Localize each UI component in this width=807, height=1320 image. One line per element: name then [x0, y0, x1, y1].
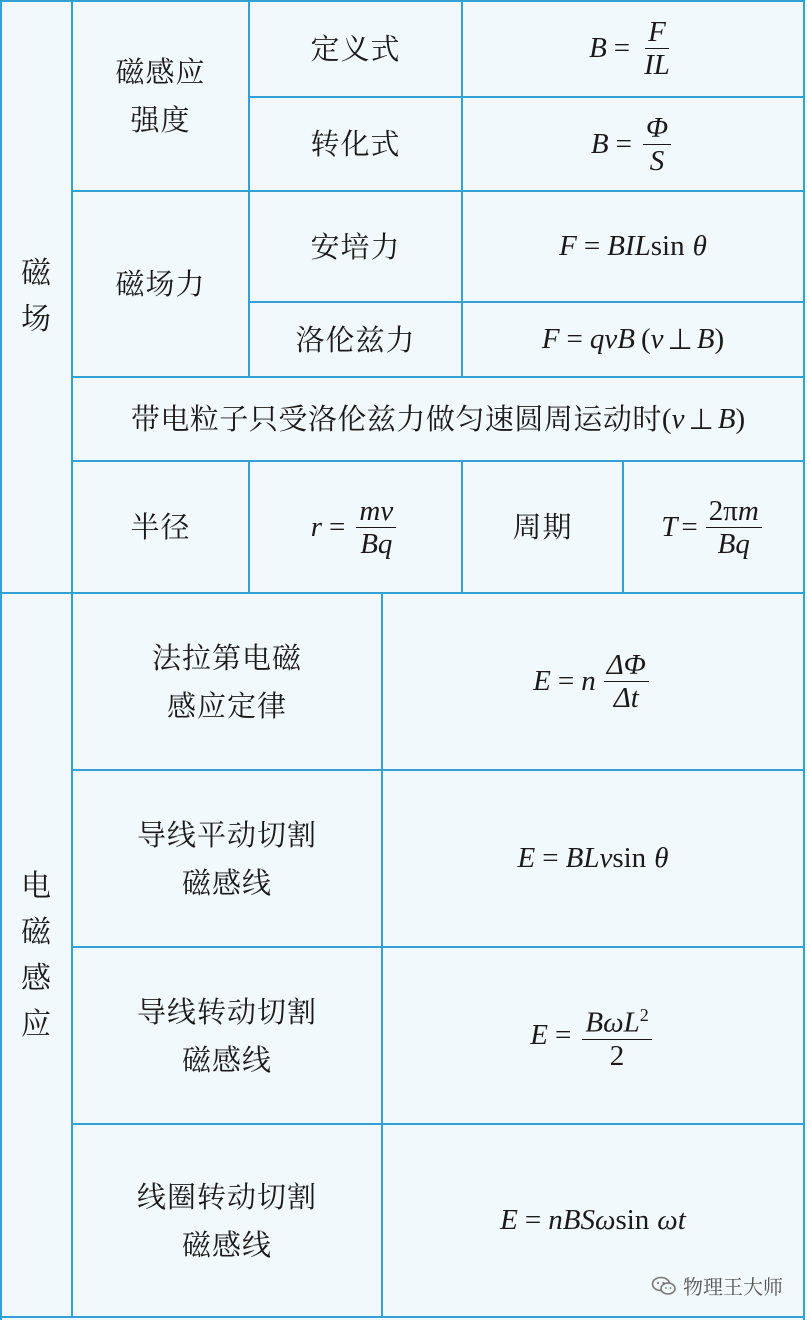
numerator-base: BωL — [585, 1006, 640, 1039]
label-line: 导线平动切割 — [136, 817, 317, 852]
formula-op: = — [524, 1204, 542, 1236]
period-formula: T = $\frac{2\pi m}{Bq}$ — [623, 461, 804, 593]
coil-rotation-label — [72, 1124, 382, 1317]
label-line: 感应定律 — [166, 688, 287, 723]
watermark — [651, 1271, 783, 1300]
fraction — [706, 495, 762, 560]
denominator: Bq — [717, 527, 750, 560]
formula-var: v — [671, 402, 685, 435]
formula-func: sin — [615, 1204, 650, 1236]
section-char: 应 — [21, 1006, 51, 1042]
numerator — [582, 999, 651, 1040]
formula-var: qvB — [589, 323, 635, 355]
watermark-text: 物理王大师 — [683, 1275, 783, 1299]
formula-var: T — [661, 510, 678, 543]
formula-op: ⊥ — [688, 403, 714, 436]
formula-var: F — [559, 230, 577, 262]
formula-paren: ( — [661, 402, 672, 435]
definition-formula: B = $\frac{F}{IL}$ — [462, 0, 804, 97]
faraday-law-formula: E = n $\frac{\Delta\Phi}{\Delta t}$ — [382, 593, 804, 770]
wire-translation-formula — [382, 770, 804, 947]
numerator — [706, 495, 762, 528]
fraction — [604, 649, 649, 714]
section-label-em-induction — [0, 593, 72, 1318]
numerator-exponent: 2 — [639, 1005, 649, 1026]
conversion-label: 转化式 — [310, 127, 401, 161]
formula-var: E — [530, 1019, 549, 1051]
label-line: 磁感线 — [181, 1227, 272, 1262]
ampere-force-formula — [462, 191, 804, 302]
magnetic-force-label: 磁场力 — [115, 267, 206, 301]
formula-var: v — [650, 323, 664, 355]
wechat-icon — [651, 1276, 677, 1296]
formula-var: E — [517, 842, 536, 874]
formula-var: θ — [692, 230, 707, 262]
section-char: 场 — [21, 301, 51, 337]
lorentz-force-label: 洛伦兹力 — [295, 322, 416, 357]
fraction — [356, 495, 396, 560]
denominator: Bq — [360, 527, 393, 560]
formula-op: = — [566, 323, 583, 355]
formula-var: r — [310, 510, 323, 543]
radius-label: 半径 — [130, 510, 191, 544]
fraction — [643, 112, 671, 177]
formula-op: ⊥ — [667, 324, 693, 356]
denominator: S — [649, 144, 665, 177]
wire-rotation-label — [72, 947, 382, 1124]
numerator: ΔΦ — [604, 649, 649, 682]
formula-var: B — [696, 323, 715, 355]
formula-var: BLv — [565, 842, 613, 874]
denominator: 2 — [609, 1039, 625, 1072]
denominator: Δt — [613, 682, 639, 714]
section-char: 电 — [21, 868, 51, 904]
formula-var: nBSω — [548, 1204, 616, 1236]
radius-formula: r = $\frac{mv}{Bq}$ — [249, 461, 462, 593]
formula-var: BIL — [607, 230, 651, 262]
faraday-law-label — [72, 593, 382, 770]
section-label-magnetic-field — [0, 0, 72, 593]
formula-var: n — [581, 665, 596, 697]
definition-label: 定义式 — [310, 31, 401, 66]
formula-op: = — [583, 230, 601, 262]
label-line: 法拉第电磁 — [151, 640, 302, 675]
fraction — [641, 16, 673, 81]
numerator: F — [645, 16, 669, 49]
label-line: 磁感线 — [181, 1042, 272, 1077]
numerator: mv — [356, 495, 396, 528]
fraction — [582, 999, 651, 1072]
formula-var: E — [533, 665, 551, 697]
formula-func: sin — [650, 230, 685, 262]
formula-var: ωt — [657, 1204, 686, 1236]
section-char: 磁 — [21, 255, 51, 291]
period-label: 周期 — [512, 510, 573, 544]
formula-paren: ) — [714, 323, 725, 355]
label-line: 线圈转动切割 — [136, 1179, 317, 1214]
label-line: 强度 — [130, 102, 191, 137]
induction-strength-label — [72, 0, 249, 191]
label-line: 磁感线 — [181, 865, 272, 900]
wire-translation-label — [72, 770, 382, 947]
heading-text: 带电粒子只受洛伦兹力做匀速圆周运动时 — [130, 402, 662, 436]
formula-func: sin — [612, 842, 647, 874]
label-line: 导线转动切割 — [136, 994, 317, 1029]
conversion-formula: B = $\frac{\Phi}{S}$ — [462, 97, 804, 191]
formula-var: E — [500, 1204, 518, 1236]
formula-paren: ( — [640, 323, 651, 355]
formula-var: B — [589, 32, 607, 64]
denominator: IL — [644, 49, 670, 81]
numerator-prefix: 2π — [708, 494, 738, 527]
numerator-var: m — [737, 494, 759, 527]
lorentz-force-formula — [462, 302, 804, 377]
formula-var: B — [717, 402, 736, 435]
section-char: 感 — [21, 960, 51, 996]
formula-var: θ — [654, 842, 669, 874]
formula-var: F — [541, 323, 560, 355]
wire-rotation-formula: E = $\frac{B\omega L^2}{2}$ — [382, 947, 804, 1124]
label-line: 磁感应 — [115, 54, 206, 89]
numerator: Φ — [643, 112, 671, 145]
section-char: 磁 — [21, 914, 51, 950]
circular-motion-heading — [72, 377, 804, 461]
ampere-force-label: 安培力 — [310, 229, 401, 264]
formula-paren: ) — [735, 402, 746, 435]
formula-var: B — [590, 127, 609, 160]
formula-op: = — [542, 842, 559, 874]
